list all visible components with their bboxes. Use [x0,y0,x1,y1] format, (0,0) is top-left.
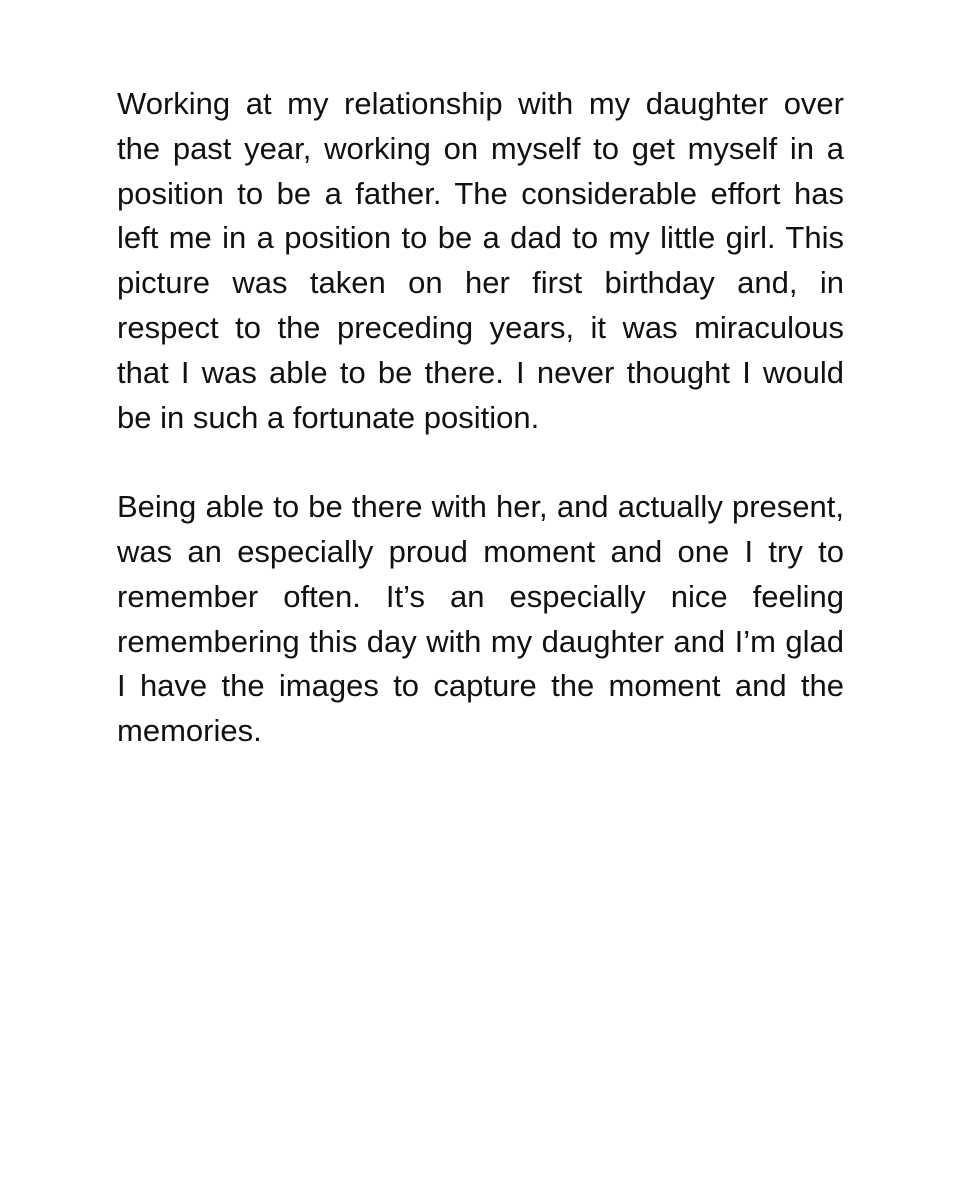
document-body [117,82,844,754]
paragraph-first: Working at my relationship with my daughter over the past year, working on myself to get myself in a position to be a father. The considerable effort has left me in a position to be a dad to my little girl. This picture was taken on her first birthday and, in respect to the preceding years, it was miraculous that I was able to be there. I never thought I would be in such a fortunate position. [117,86,844,435]
paragraph-second: Being able to be there with her, and actually present, was an especially proud moment and one I try to remember often. It’s an especially nice feeling remembering this day with my daughter and I’m glad I have the images to capture the moment and the memories. [117,489,844,749]
